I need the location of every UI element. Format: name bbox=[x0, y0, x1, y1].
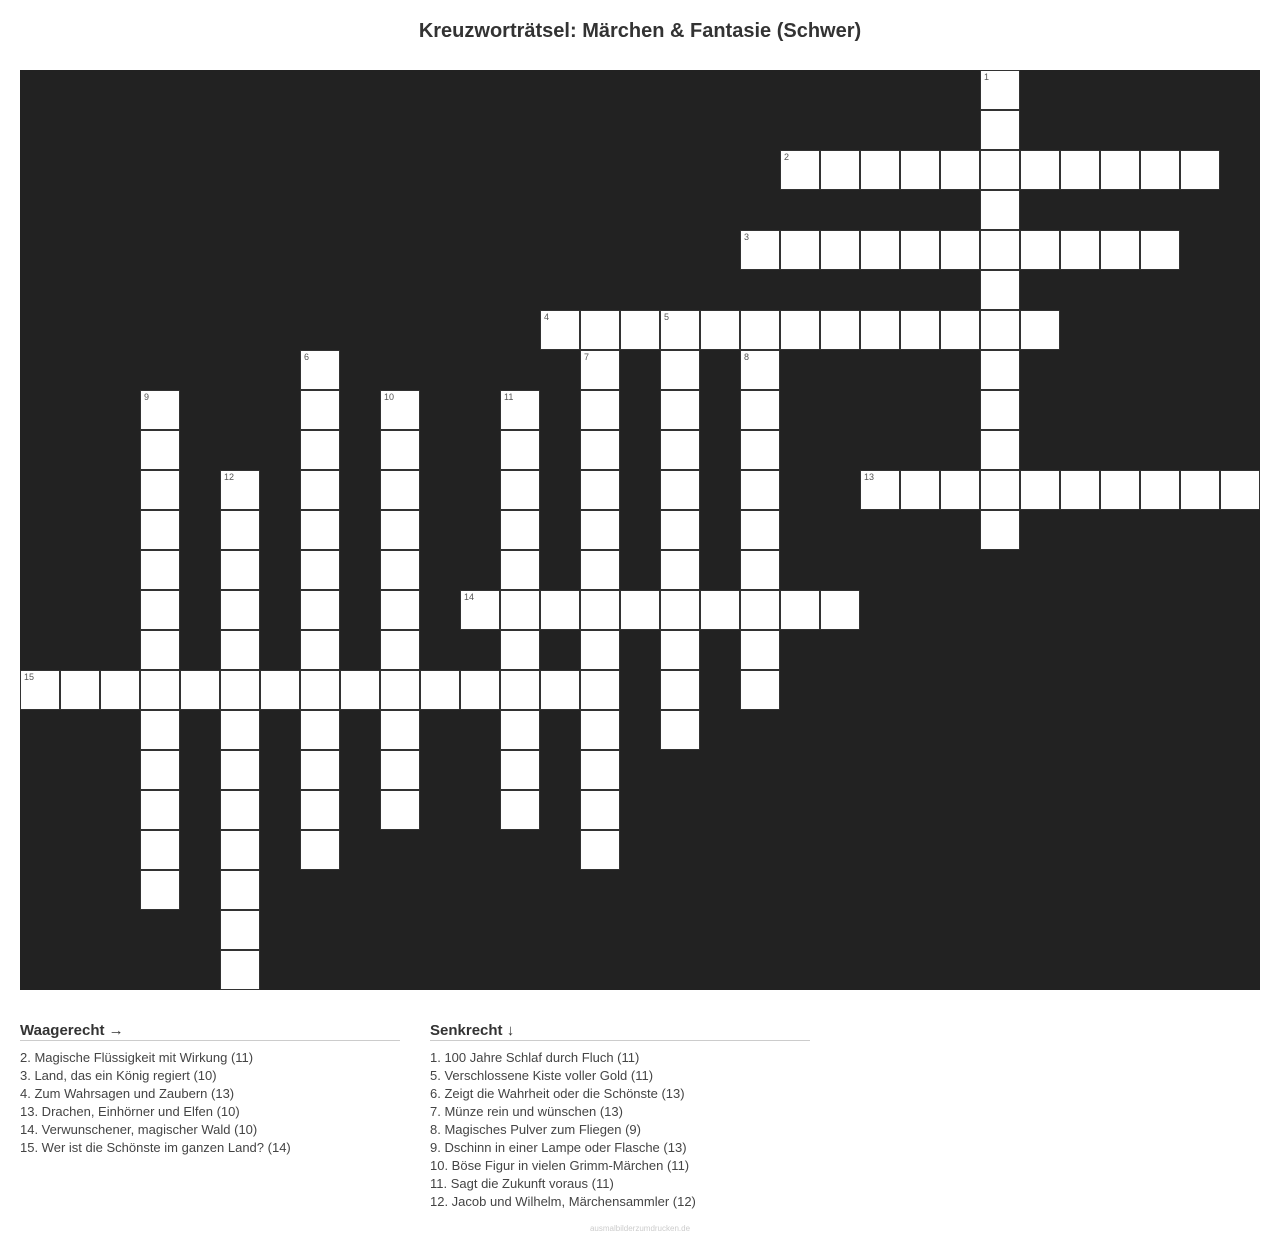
crossword-cell[interactable] bbox=[740, 510, 780, 550]
crossword-cell[interactable] bbox=[540, 670, 580, 710]
crossword-cell[interactable] bbox=[1020, 150, 1060, 190]
crossword-grid bbox=[20, 70, 1260, 990]
crossword-cell[interactable] bbox=[860, 150, 900, 190]
crossword-cell[interactable] bbox=[220, 630, 260, 670]
crossword-cell[interactable] bbox=[500, 590, 540, 630]
down-clue: 8. Magisches Pulver zum Fliegen (9) bbox=[430, 1122, 641, 1137]
crossword-cell[interactable] bbox=[540, 310, 580, 350]
down-clue: 11. Sagt die Zukunft voraus (11) bbox=[430, 1176, 614, 1191]
crossword-cell[interactable] bbox=[980, 350, 1020, 390]
crossword-cell[interactable] bbox=[300, 510, 340, 550]
crossword-cell[interactable] bbox=[580, 430, 620, 470]
crossword-cell[interactable] bbox=[980, 430, 1020, 470]
crossword-cell[interactable] bbox=[340, 670, 380, 710]
clue-number: 13 bbox=[864, 472, 875, 482]
crossword-cell[interactable] bbox=[940, 470, 980, 510]
crossword-cell[interactable] bbox=[140, 630, 180, 670]
crossword-cell[interactable] bbox=[140, 750, 180, 790]
crossword-cell[interactable] bbox=[580, 510, 620, 550]
crossword-cell[interactable] bbox=[300, 550, 340, 590]
crossword-cell[interactable] bbox=[300, 590, 340, 630]
crossword-cell[interactable] bbox=[300, 830, 340, 870]
crossword-cell[interactable] bbox=[220, 830, 260, 870]
crossword-cell[interactable] bbox=[980, 70, 1020, 110]
crossword-cell[interactable] bbox=[740, 390, 780, 430]
crossword-cell[interactable] bbox=[500, 630, 540, 670]
crossword-cell[interactable] bbox=[1180, 470, 1220, 510]
crossword-cell[interactable] bbox=[300, 670, 340, 710]
crossword-cell[interactable] bbox=[300, 710, 340, 750]
crossword-cell[interactable] bbox=[580, 550, 620, 590]
crossword-cell[interactable] bbox=[500, 470, 540, 510]
crossword-cell[interactable] bbox=[660, 310, 700, 350]
crossword-cell[interactable] bbox=[940, 150, 980, 190]
crossword-cell[interactable] bbox=[140, 430, 180, 470]
crossword-cell[interactable] bbox=[700, 310, 740, 350]
crossword-cell[interactable] bbox=[980, 230, 1020, 270]
across-clue: 3. Land, das ein König regiert (10) bbox=[20, 1068, 217, 1083]
crossword-cell[interactable] bbox=[860, 310, 900, 350]
down-clue: 10. Böse Figur in vielen Grimm-Märchen (11) bbox=[430, 1158, 690, 1173]
crossword-cell[interactable] bbox=[1100, 150, 1140, 190]
crossword-cell[interactable] bbox=[140, 710, 180, 750]
crossword-cell[interactable] bbox=[1180, 150, 1220, 190]
down-clue: 5. Verschlossene Kiste voller Gold (11) bbox=[430, 1068, 654, 1083]
across-clues bbox=[20, 1022, 400, 1157]
crossword-cell[interactable] bbox=[380, 750, 420, 790]
crossword-cell[interactable] bbox=[1140, 470, 1180, 510]
crossword-cell[interactable] bbox=[740, 590, 780, 630]
crossword-cell[interactable] bbox=[780, 590, 820, 630]
crossword-cell[interactable] bbox=[740, 670, 780, 710]
crossword-cell[interactable] bbox=[380, 590, 420, 630]
crossword-cell[interactable] bbox=[220, 870, 260, 910]
crossword-cell[interactable] bbox=[580, 590, 620, 630]
down-clues bbox=[430, 1022, 810, 1211]
crossword-cell[interactable] bbox=[220, 470, 260, 510]
crossword-cell[interactable] bbox=[220, 590, 260, 630]
crossword-cell[interactable] bbox=[1140, 150, 1180, 190]
crossword-cell[interactable] bbox=[380, 390, 420, 430]
crossword-cell[interactable] bbox=[20, 670, 60, 710]
crossword-cell[interactable] bbox=[940, 310, 980, 350]
crossword-cell[interactable] bbox=[580, 710, 620, 750]
crossword-cell[interactable] bbox=[140, 550, 180, 590]
crossword-cell[interactable] bbox=[140, 870, 180, 910]
crossword-cell[interactable] bbox=[820, 590, 860, 630]
crossword-cell[interactable] bbox=[980, 270, 1020, 310]
crossword-cell[interactable] bbox=[580, 470, 620, 510]
clue-number: 1 bbox=[984, 72, 990, 82]
crossword-cell[interactable] bbox=[580, 310, 620, 350]
crossword-cell[interactable] bbox=[580, 830, 620, 870]
crossword-cell[interactable] bbox=[1060, 230, 1100, 270]
crossword-cell[interactable] bbox=[300, 390, 340, 430]
clue-number: 3 bbox=[744, 232, 750, 242]
crossword-cell[interactable] bbox=[780, 150, 820, 190]
crossword-cell[interactable] bbox=[740, 430, 780, 470]
crossword-cell[interactable] bbox=[740, 310, 780, 350]
crossword-cell[interactable] bbox=[980, 190, 1020, 230]
clue-number: 14 bbox=[464, 592, 475, 602]
crossword-cell[interactable] bbox=[140, 830, 180, 870]
crossword-cell[interactable] bbox=[380, 510, 420, 550]
across-clue: 2. Magische Flüssigkeit mit Wirkung (11) bbox=[20, 1050, 254, 1065]
crossword-cell[interactable] bbox=[980, 390, 1020, 430]
clue-number: 10 bbox=[384, 392, 395, 402]
clue-number: 2 bbox=[784, 152, 790, 162]
crossword-cell[interactable] bbox=[500, 390, 540, 430]
crossword-cell[interactable] bbox=[100, 670, 140, 710]
crossword-cell[interactable] bbox=[300, 470, 340, 510]
crossword-cell[interactable] bbox=[820, 310, 860, 350]
footer-credit: ausmalbilderzumdrucken.de bbox=[589, 1224, 691, 1233]
crossword-cell[interactable] bbox=[220, 510, 260, 550]
crossword-cell[interactable] bbox=[180, 670, 220, 710]
crossword-cell[interactable] bbox=[580, 630, 620, 670]
crossword-cell[interactable] bbox=[1220, 470, 1260, 510]
crossword-cell[interactable] bbox=[740, 350, 780, 390]
clue-number: 12 bbox=[224, 472, 235, 482]
crossword-cell[interactable] bbox=[660, 470, 700, 510]
crossword-cell[interactable] bbox=[500, 710, 540, 750]
crossword-cell[interactable] bbox=[780, 310, 820, 350]
crossword-cell[interactable] bbox=[900, 150, 940, 190]
crossword-cell[interactable] bbox=[580, 350, 620, 390]
crossword-cell[interactable] bbox=[220, 670, 260, 710]
crossword-cell[interactable] bbox=[980, 150, 1020, 190]
crossword-cell[interactable] bbox=[220, 750, 260, 790]
crossword-cell[interactable] bbox=[260, 670, 300, 710]
crossword-cell[interactable] bbox=[780, 230, 820, 270]
crossword-cell[interactable] bbox=[1020, 470, 1060, 510]
crossword-cell[interactable] bbox=[740, 630, 780, 670]
crossword-cell[interactable] bbox=[900, 310, 940, 350]
crossword-cell[interactable] bbox=[700, 590, 740, 630]
crossword-cell[interactable] bbox=[660, 670, 700, 710]
crossword-cell[interactable] bbox=[1100, 470, 1140, 510]
crossword-cell[interactable] bbox=[660, 510, 700, 550]
crossword-cell[interactable] bbox=[660, 550, 700, 590]
crossword-cell[interactable] bbox=[220, 790, 260, 830]
crossword-cell[interactable] bbox=[500, 750, 540, 790]
crossword-cell[interactable] bbox=[1140, 230, 1180, 270]
crossword-cell[interactable] bbox=[540, 590, 580, 630]
crossword-cell[interactable] bbox=[500, 430, 540, 470]
crossword-cell[interactable] bbox=[740, 230, 780, 270]
crossword-cell[interactable] bbox=[660, 590, 700, 630]
crossword-cell[interactable] bbox=[420, 670, 460, 710]
crossword-cell[interactable] bbox=[580, 390, 620, 430]
crossword-cell[interactable] bbox=[300, 630, 340, 670]
crossword-cell[interactable] bbox=[580, 790, 620, 830]
crossword-cell[interactable] bbox=[740, 470, 780, 510]
crossword-cell[interactable] bbox=[940, 230, 980, 270]
crossword-cell[interactable] bbox=[660, 430, 700, 470]
crossword-cell[interactable] bbox=[380, 710, 420, 750]
crossword-cell[interactable] bbox=[500, 670, 540, 710]
crossword-cell[interactable] bbox=[220, 950, 260, 990]
down-clue: 1. 100 Jahre Schlaf durch Fluch (11) bbox=[430, 1050, 640, 1065]
crossword-cell[interactable] bbox=[980, 310, 1020, 350]
crossword-cell[interactable] bbox=[740, 550, 780, 590]
clue-number: 4 bbox=[544, 312, 550, 322]
down-clue: 12. Jacob und Wilhelm, Märchensammler (12) bbox=[430, 1194, 696, 1209]
crossword-cell[interactable] bbox=[660, 350, 700, 390]
crossword-cell[interactable] bbox=[380, 630, 420, 670]
crossword-cell[interactable] bbox=[300, 350, 340, 390]
crossword-cell[interactable] bbox=[820, 230, 860, 270]
crossword-cell[interactable] bbox=[1020, 310, 1060, 350]
crossword-cell[interactable] bbox=[220, 710, 260, 750]
crossword-cell[interactable] bbox=[1060, 150, 1100, 190]
crossword-cell[interactable] bbox=[1060, 470, 1100, 510]
crossword-cell[interactable] bbox=[220, 910, 260, 950]
crossword-cell[interactable] bbox=[900, 230, 940, 270]
clue-number: 11 bbox=[504, 392, 514, 402]
crossword-cell[interactable] bbox=[620, 310, 660, 350]
crossword-cell[interactable] bbox=[140, 470, 180, 510]
across-clue: 14. Verwunschener, magischer Wald (10) bbox=[20, 1122, 258, 1137]
crossword-cell[interactable] bbox=[580, 750, 620, 790]
crossword-cell[interactable] bbox=[980, 470, 1020, 510]
down-heading: Senkrecht ↓ bbox=[430, 1022, 810, 1041]
across-clue: 13. Drachen, Einhörner und Elfen (10) bbox=[20, 1104, 240, 1119]
crossword-cell[interactable] bbox=[460, 590, 500, 630]
clue-number: 6 bbox=[304, 352, 310, 362]
clue-number: 15 bbox=[24, 672, 35, 682]
crossword-cell[interactable] bbox=[580, 670, 620, 710]
crossword-cell[interactable] bbox=[500, 550, 540, 590]
down-clue: 7. Münze rein und wünschen (13) bbox=[430, 1104, 623, 1119]
crossword-cell[interactable] bbox=[660, 390, 700, 430]
crossword-cell[interactable] bbox=[980, 110, 1020, 150]
crossword-cell[interactable] bbox=[300, 790, 340, 830]
crossword-cell[interactable] bbox=[660, 710, 700, 750]
crossword-cell[interactable] bbox=[660, 630, 700, 670]
clue-number: 5 bbox=[664, 312, 670, 322]
crossword-cell[interactable] bbox=[900, 470, 940, 510]
crossword-cell[interactable] bbox=[140, 670, 180, 710]
page-title: Kreuzworträtsel: Märchen & Fantasie (Schwer) bbox=[418, 20, 862, 42]
clue-number: 9 bbox=[144, 392, 150, 402]
crossword-cell[interactable] bbox=[60, 670, 100, 710]
across-clue: 15. Wer ist die Schönste im ganzen Land? (14) bbox=[20, 1140, 291, 1155]
crossword-cell[interactable] bbox=[380, 790, 420, 830]
crossword-cell[interactable] bbox=[300, 430, 340, 470]
down-clue: 6. Zeigt die Wahrheit oder die Schönste (13) bbox=[430, 1086, 685, 1101]
crossword-cell[interactable] bbox=[500, 510, 540, 550]
clue-number: 7 bbox=[584, 352, 590, 362]
crossword-cell[interactable] bbox=[380, 430, 420, 470]
crossword-cell[interactable] bbox=[140, 790, 180, 830]
crossword-cell[interactable] bbox=[1020, 230, 1060, 270]
down-clue: 9. Dschinn in einer Lampe oder Flasche (13) bbox=[430, 1140, 687, 1155]
crossword-cell[interactable] bbox=[1100, 230, 1140, 270]
crossword-cell[interactable] bbox=[380, 470, 420, 510]
crossword-cell[interactable] bbox=[220, 550, 260, 590]
crossword-cell[interactable] bbox=[140, 590, 180, 630]
crossword-cell[interactable] bbox=[860, 470, 900, 510]
crossword-cell[interactable] bbox=[140, 510, 180, 550]
clue-number: 8 bbox=[744, 352, 750, 362]
crossword-cell[interactable] bbox=[980, 510, 1020, 550]
crossword-cell[interactable] bbox=[380, 670, 420, 710]
crossword-cell[interactable] bbox=[500, 790, 540, 830]
crossword-cell[interactable] bbox=[140, 390, 180, 430]
crossword-cell[interactable] bbox=[860, 230, 900, 270]
crossword-cell[interactable] bbox=[820, 150, 860, 190]
across-heading: Waagerecht → bbox=[20, 1022, 400, 1041]
crossword-cell[interactable] bbox=[620, 590, 660, 630]
crossword-cell[interactable] bbox=[460, 670, 500, 710]
across-clue: 4. Zum Wahrsagen und Zaubern (13) bbox=[20, 1086, 235, 1101]
crossword-cell[interactable] bbox=[300, 750, 340, 790]
crossword-cell[interactable] bbox=[380, 550, 420, 590]
